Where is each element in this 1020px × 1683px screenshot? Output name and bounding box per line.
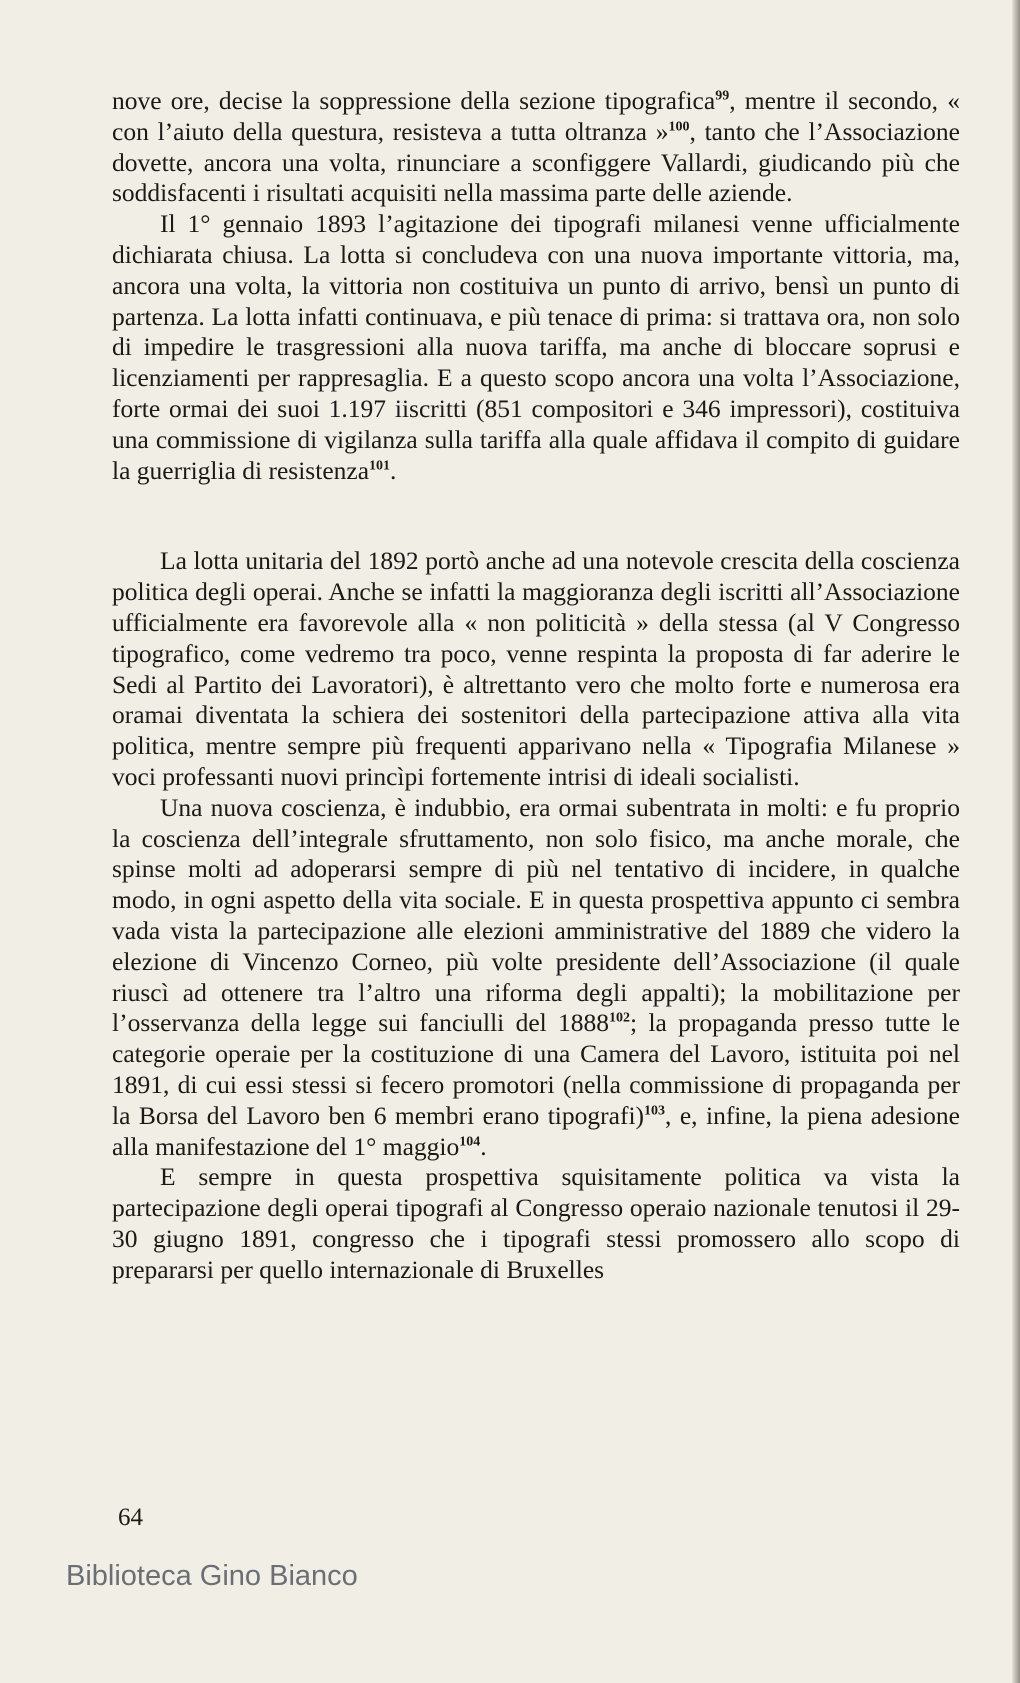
text-run: nove ore, decise la soppressione della sezione tipografica: [112, 86, 716, 115]
text-run: , e, infine, la piena adesione alla manifestazione del 1° maggio: [112, 1100, 960, 1161]
page-edge-shadow: [1012, 0, 1020, 1683]
text-run: .: [480, 1131, 487, 1161]
footnote-ref: 99: [715, 88, 730, 104]
paragraph-1: [112, 86, 960, 209]
paragraph-3: [112, 546, 960, 792]
text-run: ; la propaganda presso tutte le categorie operaie per la costituzione di una Camera del Lavoro, istituita poi nel 1891, di cui essi stessi si fecero promotori (nella commissione di propaganda per la Borsa del Lavoro ben 6 membri erano tipografi): [112, 1008, 960, 1130]
body-text: [112, 86, 960, 1285]
paragraph-2: [112, 209, 960, 486]
footnote-ref: 103: [644, 1103, 666, 1119]
page-number: 64: [118, 1504, 143, 1531]
library-watermark: Biblioteca Gino Bianco: [66, 1560, 358, 1592]
footnote-ref: 101: [369, 458, 391, 474]
text-run: , tanto che l’Associazione dovette, ancora una volta, rinunciare a sconfiggere Vallardi, giudicando più che soddisfacenti i risultati acquisiti nella massima parte delle aziende.: [112, 116, 960, 208]
text-run: .: [390, 455, 397, 485]
text-run: La lotta unitaria del 1892 portò anche ad una notevole crescita della coscienza politica degli operai. Anche se infatti la maggioranza degli iscritti all’Associazione ufficialmente era favorevole alla « non politicità » della stessa (al V Congresso tipografico, come vedremo tra poco, venne respinta la proposta di far aderire le Sedi al Partito dei Lavoratori), è altrettanto vero che molto forte e numerosa era oramai diventata la schiera dei sostenitori della partecipazione attiva alla vita politica, mentre sempre più frequenti apparivano nella « Tipografia Milanese » voci professanti nuovi princìpi fortemente intrisi di ideali socialisti.: [112, 546, 960, 791]
text-run: , mentre il secondo, « con l’aiuto della questura, resisteva a tutta oltranza »: [112, 86, 960, 146]
footnote-ref: 100: [668, 119, 690, 135]
text-run: Il 1° gennaio 1893 l’agitazione dei tipografi milanesi venne ufficialmente dichiarata chiusa. La lotta si concludeva con una nuova importante vittoria, ma, ancora una volta, la vittoria non costituiva un punto di arrivo, bensì un punto di partenza. La lotta infatti continuava, e più tenace di prima: si trattava ora, non solo di impedire le trasgressioni alla nuova tariffa, ma anche di bloccare soprusi e licenziamenti per rappresaglia. E a questo scopo ancora una volta l’Associazione, forte ormai dei suoi 1.197 iiscritti (851 compositori e 346 impressori), costituiva una commissione di vigilanza sulla tariffa alla quale affidava il compito di guidare la guerriglia di resistenza: [112, 209, 960, 485]
paragraph-4: [112, 793, 960, 1163]
text-run: Una nuova coscienza, è indubbio, era ormai subentrata in molti: e fu proprio la coscienza dell’integrale sfruttamento, non solo fisico, ma anche morale, che spinse molti ad adoperarsi sempre di più nel tentativo di incidere, in qualche modo, in ogni aspetto della vita sociale. E in questa prospettiva appunto ci sembra vada vista la partecipazione alle elezioni amministrative del 1889 che videro la elezione di Vincenzo Corneo, più volte presidente dell’Associazione (il quale riuscì ad ottenere tra l’altro una riforma degli appalti); la mobilitazione per l’osservanza della legge sui fanciulli del 1888: [112, 792, 960, 1038]
text-run: E sempre in questa prospettiva squisitamente politica va vista la partecipazione degli operai tipografi al Congresso operaio nazionale tenutosi il 29-30 giugno 1891, congresso che i tipografi stessi promossero allo scopo di prepararsi per quello internazionale di Bruxelles: [112, 1162, 960, 1284]
footnote-ref: 104: [459, 1134, 481, 1149]
paragraph-5: [112, 1162, 960, 1285]
footnote-ref: 102: [609, 1010, 631, 1026]
